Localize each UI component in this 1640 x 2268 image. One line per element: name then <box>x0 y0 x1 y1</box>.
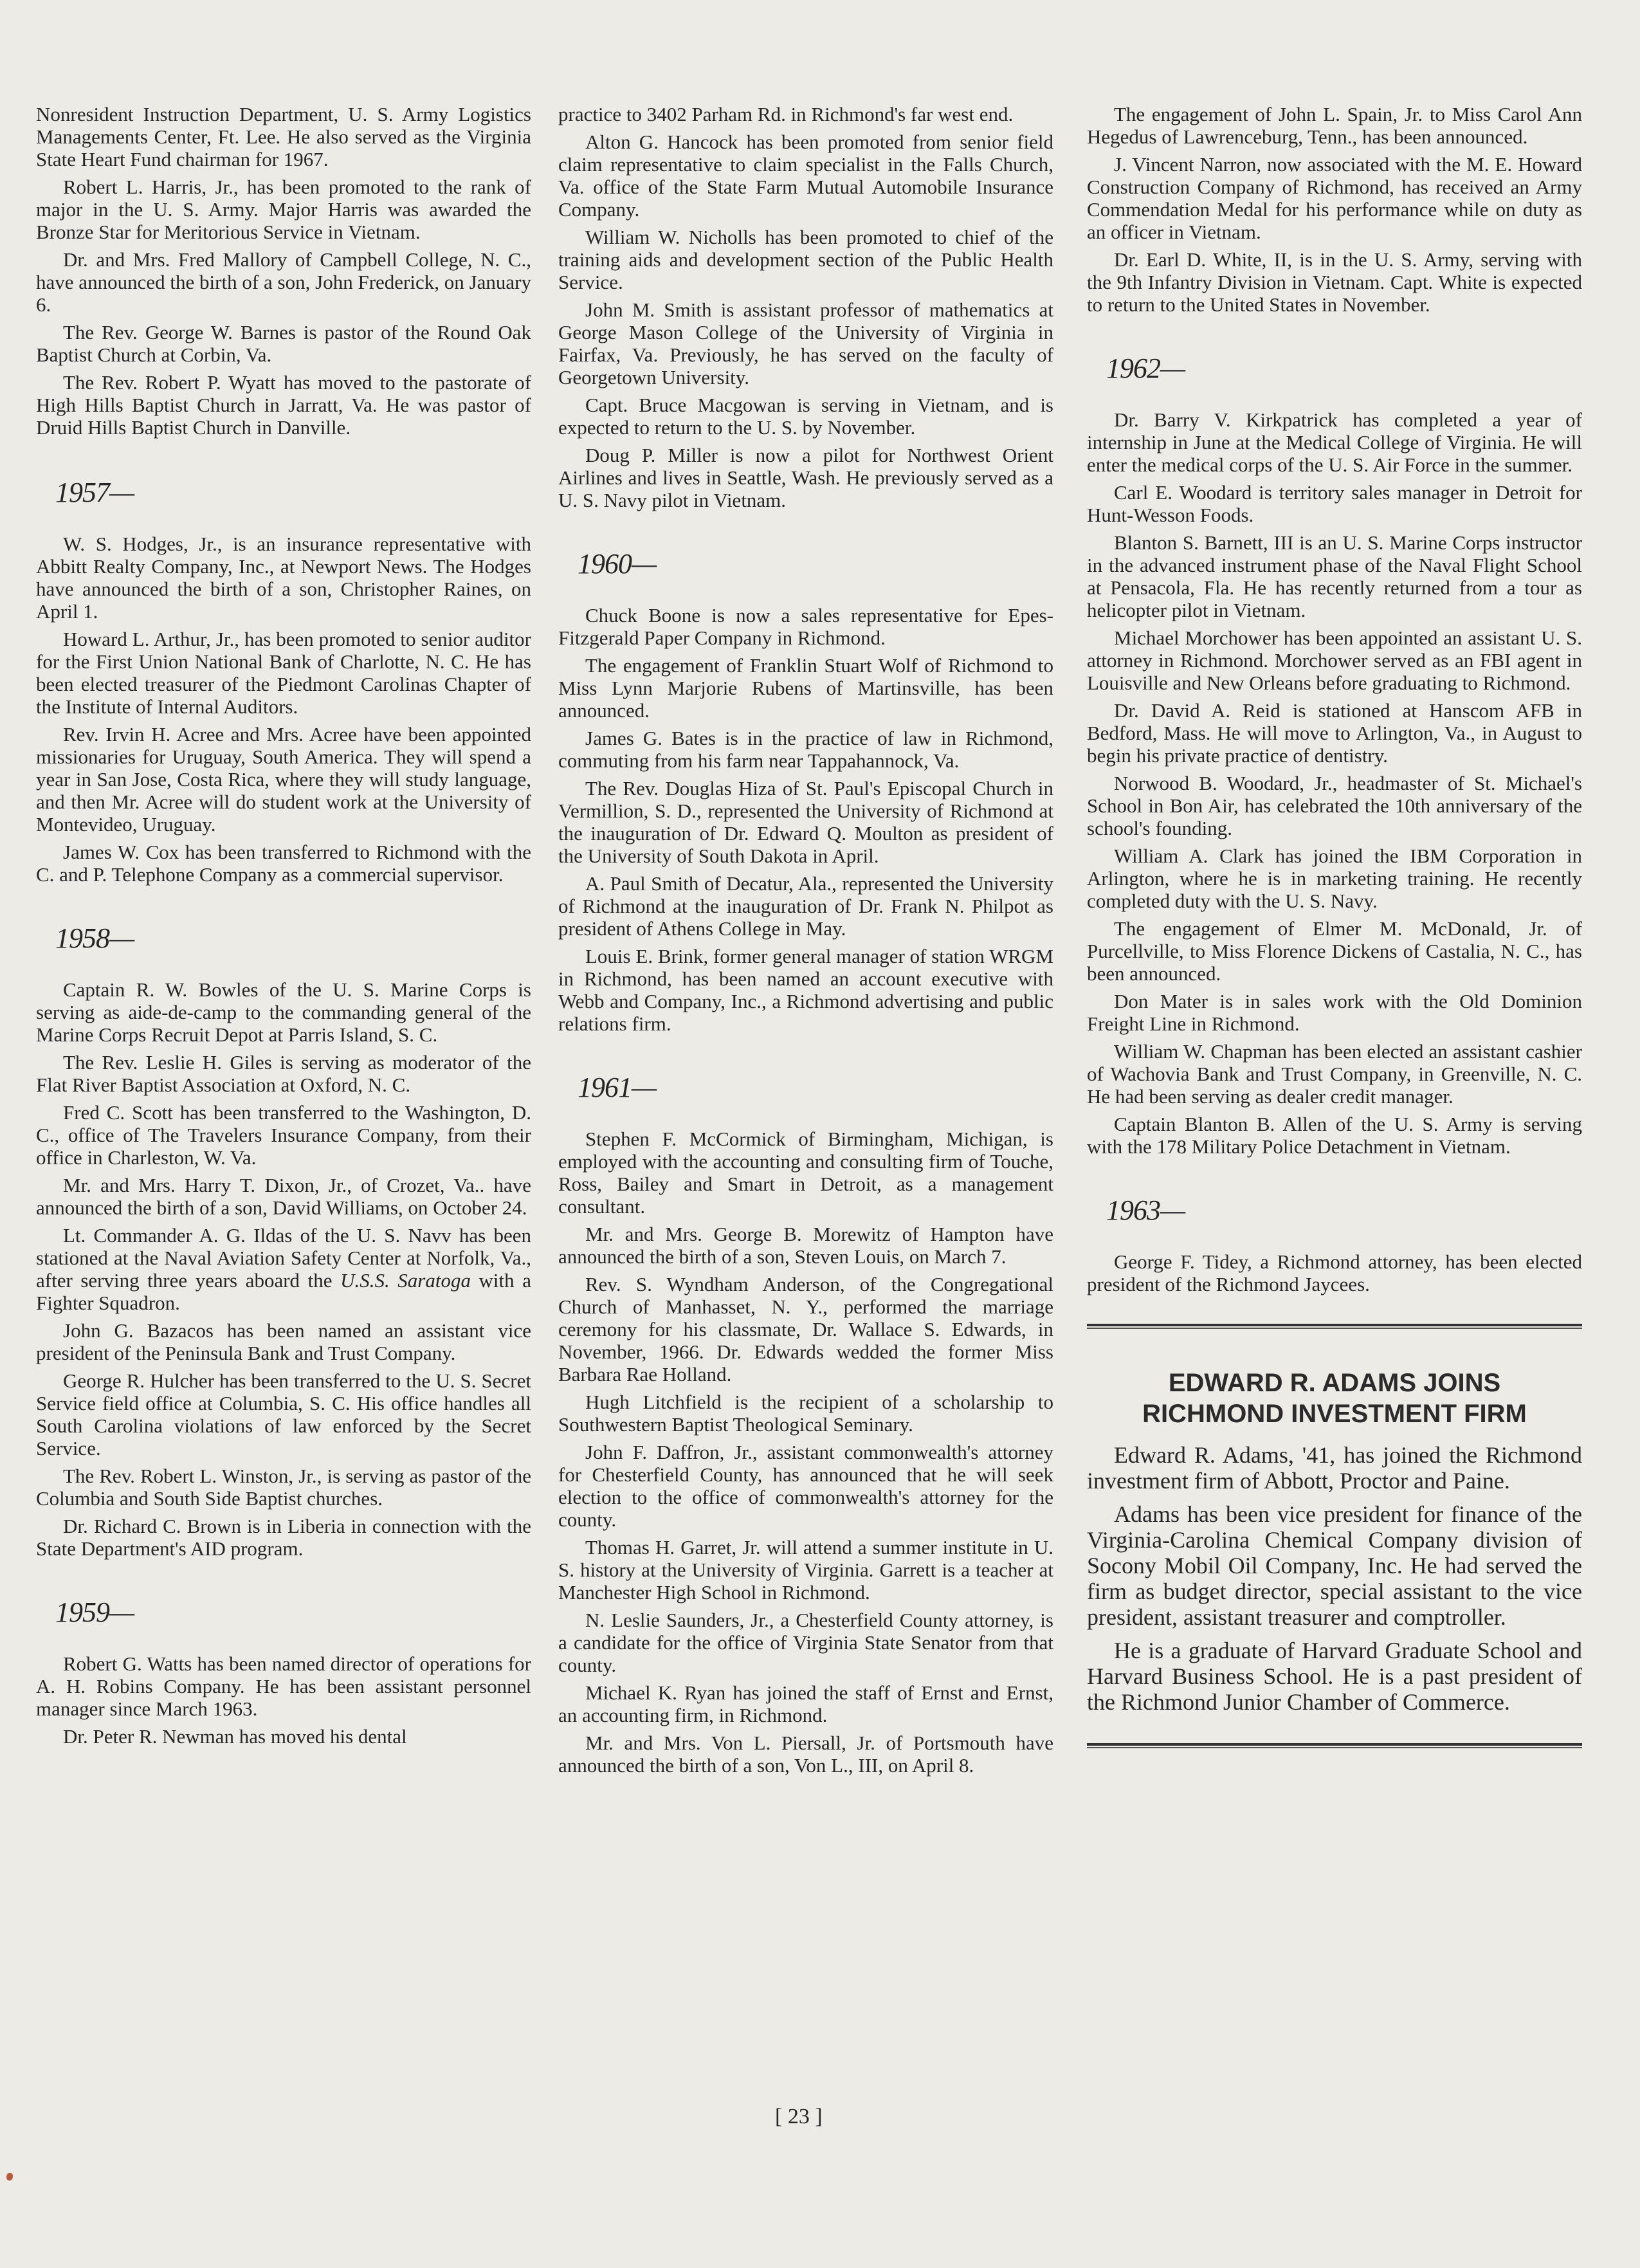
column-2 <box>558 103 1053 1782</box>
news-item: Rev. S. Wyndham Anderson, of the Congregational Church of Manhasset, N. Y., performed the marriage ceremony for his classmate, Dr. Wallace S. Edwards, in November, 1966. Dr. Edwards wedded the former Miss Barbara Rae Holland. <box>558 1273 1053 1385</box>
news-item: practice to 3402 Parham Rd. in Richmond's far west end. <box>558 103 1014 125</box>
news-item: James G. Bates is in the practice of law in Richmond, commuting from his farm near Tappahannock, Va. <box>558 727 1053 772</box>
news-item: Louis E. Brink, former general manager of station WRGM in Richmond, has been named an account executive with Webb and Company, Inc., a Richmond advertising and public relations firm. <box>558 945 1053 1035</box>
news-item: Chuck Boone is now a sales representative for Epes-Fitzgerald Paper Company in Richmond. <box>558 604 1053 649</box>
class-year-heading: 1960— <box>578 548 657 580</box>
ship-name: U.S.S. Saratoga <box>340 1269 471 1292</box>
news-item: The engagement of Elmer M. McDonald, Jr. of Purcellville, to Miss Florence Dickens of Castalia, N. C., has been announced. <box>1087 917 1582 985</box>
news-item: Hugh Litchfield is the recipient of a scholarship to Southwestern Baptist Theological Seminary. <box>558 1391 1053 1436</box>
article-body <box>1087 1442 1582 1715</box>
news-item: Dr. David A. Reid is stationed at Hanscom AFB in Bedford, Mass. He will move to Arlington, Va., in August to begin his private practice of dentistry. <box>1087 699 1582 767</box>
news-item: Rev. Irvin H. Acree and Mrs. Acree have been appointed missionaries for Uruguay, South America. They will spend a year in San Jose, Costa Rica, where they will study language, and then Mr. Acree will do student work at the University of Montevideo, Uruguay. <box>36 723 531 836</box>
news-item: Nonresident Instruction Department, U. S. Army Logistics Managements Center, Ft. Lee. He also served as the Virginia State Heart Fund chairman for 1967. <box>36 103 531 170</box>
news-item: James W. Cox has been transferred to Richmond with the C. and P. Telephone Company as a commercial supervisor. <box>36 841 531 886</box>
news-item: William W. Chapman has been elected an assistant cashier of Wachovia Bank and Trust Company, in Greenville, N. C. He had been serving as dealer credit manager. <box>1087 1040 1582 1108</box>
divider-rule <box>1087 1324 1582 1329</box>
column-1 <box>36 103 531 1753</box>
news-item: Fred C. Scott has been transferred to the Washington, D. C., office of The Travelers Insurance Company, from their office in Charleston, W. Va. <box>36 1101 531 1169</box>
news-item: Michael K. Ryan has joined the staff of Ernst and Ernst, an accounting firm, in Richmond. <box>558 1681 1053 1726</box>
news-item-text: Lt. Commander A. G. Ildas of the U. S. Navv has been stationed at the Naval Aviation Safety Center at Norfolk, Va., after serving three years aboard the <box>36 1224 531 1292</box>
news-item: Thomas H. Garret, Jr. will attend a summer institute in U. S. history at the University of Virginia. Garrett is a teacher at Manchester High School in Richmond. <box>558 1536 1053 1604</box>
news-item: Stephen F. McCormick of Birmingham, Michigan, is employed with the accounting and consulting firm of Touche, Ross, Bailey and Smart in Detroit, as a management consultant. <box>558 1128 1053 1218</box>
class-year-heading: 1963— <box>1106 1194 1185 1226</box>
class-year-heading: 1962— <box>1106 352 1185 384</box>
news-item: John F. Daffron, Jr., assistant commonwealth's attorney for Chesterfield County, has announced that he will seek election to the office of commonwealth's attorney for the county. <box>558 1441 1053 1531</box>
article-headline <box>1087 1367 1582 1429</box>
class-year-heading: 1957— <box>55 477 134 508</box>
news-item: The Rev. George W. Barnes is pastor of the Round Oak Baptist Church at Corbin, Va. <box>36 321 531 366</box>
news-item: Dr. Earl D. White, II, is in the U. S. Army, serving with the 9th Infantry Division in Vietnam. Capt. White is expected to return to the United States in November. <box>1087 248 1582 316</box>
news-item: Dr. Peter R. Newman has moved his dental <box>63 1725 407 1748</box>
news-item: Mr. and Mrs. Von L. Piersall, Jr. of Portsmouth have announced the birth of a son, Von L., III, on April 8. <box>558 1732 1053 1777</box>
news-item: The engagement of Franklin Stuart Wolf of Richmond to Miss Lynn Marjorie Rubens of Martinsville, has been announced. <box>558 654 1053 722</box>
news-item: Dr. and Mrs. Fred Mallory of Campbell College, N. C., have announced the birth of a son, John Frederick, on January 6. <box>36 248 531 316</box>
news-item: William W. Nicholls has been promoted to chief of the training aids and development section of the Public Health Service. <box>558 226 1053 293</box>
news-item: William A. Clark has joined the IBM Corporation in Arlington, where he is in marketing training. He recently completed duty with the U. S. Navy. <box>1087 845 1582 912</box>
article-paragraph: He is a graduate of Harvard Graduate School and Harvard Business School. He is a past president of the Richmond Junior Chamber of Commerce. <box>1087 1638 1582 1715</box>
news-item: Norwood B. Woodard, Jr., headmaster of St. Michael's School in Bon Air, has celebrated the 10th anniversary of the school's founding. <box>1087 772 1582 839</box>
news-item-text: with a Fighter Squadron. <box>36 1269 531 1314</box>
news-item: George R. Hulcher has been transferred to the U. S. Secret Service field office at Columbia, S. C. His office handles all South Carolina violations of law enforced by the Secret Service. <box>36 1369 531 1459</box>
news-item: The Rev. Robert L. Winston, Jr., is serving as pastor of the Columbia and South Side Baptist churches. <box>36 1465 531 1510</box>
news-item: The Rev. Leslie H. Giles is serving as moderator of the Flat River Baptist Association at Oxford, N. C. <box>36 1051 531 1096</box>
news-item: J. Vincent Narron, now associated with the M. E. Howard Construction Company of Richmond, has received an Army Commendation Medal for his performance while on duty as an officer in Vietnam. <box>1087 153 1582 243</box>
headline-line-2: RICHMOND INVESTMENT FIRM <box>1142 1400 1527 1428</box>
news-item: Doug P. Miller is now a pilot for Northwest Orient Airlines and lives in Seattle, Wash. He previously served as a U. S. Navy pilot in Vietnam. <box>558 444 1053 511</box>
news-item: Howard L. Arthur, Jr., has been promoted to senior auditor for the First Union National Bank of Charlotte, N. C. He has been elected treasurer of the Piedmont Carolinas Chapter of the Institute of Internal Auditors. <box>36 628 531 718</box>
news-item: The Rev. Robert P. Wyatt has moved to the pastorate of High Hills Baptist Church in Jarratt, Va. He was pastor of Druid Hills Baptist Church in Danville. <box>36 371 531 439</box>
column-3 <box>1087 103 1582 1748</box>
class-year-heading: 1959— <box>55 1596 134 1628</box>
news-item: Michael Morchower has been appointed an assistant U. S. attorney in Richmond. Morchower served as an FBI agent in Louisville and New Orleans before graduating to Richmond. <box>1087 626 1582 694</box>
news-item <box>36 1224 531 1314</box>
news-item: Capt. Bruce Macgowan is serving in Vietnam, and is expected to return to the U. S. by November. <box>558 394 1053 439</box>
class-year-heading: 1961— <box>578 1072 657 1103</box>
news-item: John M. Smith is assistant professor of mathematics at George Mason College of the University of Virginia in Fairfax, Va. Previously, he has served on the faculty of Georgetown University. <box>558 298 1053 389</box>
news-item: Dr. Barry V. Kirkpatrick has completed a year of internship in June at the Medical College of Virginia. He will enter the medical corps of the U. S. Air Force in the summer. <box>1087 408 1582 476</box>
headline-line-1: EDWARD R. ADAMS JOINS <box>1168 1369 1501 1397</box>
class-year-heading: 1958— <box>55 922 134 954</box>
news-item: Carl E. Woodard is territory sales manager in Detroit for Hunt-Wesson Foods. <box>1087 481 1582 526</box>
page-blemish <box>6 2173 13 2181</box>
news-item: Blanton S. Barnett, III is an U. S. Marine Corps instructor in the advanced instrument phase of the Naval Flight School at Pensacola, Fla. He has recently returned from a tour as helicopter pilot in Vietnam. <box>1087 531 1582 621</box>
news-item: Mr. and Mrs. George B. Morewitz of Hampton have announced the birth of a son, Steven Louis, on March 7. <box>558 1223 1053 1268</box>
news-item: W. S. Hodges, Jr., is an insurance representative with Abbitt Realty Company, Inc., at Newport News. The Hodges have announced the birth of a son, Christopher Raines, on April 1. <box>36 533 531 623</box>
news-item: A. Paul Smith of Decatur, Ala., represented the University of Richmond at the inauguration of Dr. Frank N. Philpot as president of Athens College in May. <box>558 872 1053 940</box>
news-item: The engagement of John L. Spain, Jr. to Miss Carol Ann Hegedus of Lawrenceburg, Tenn., has been announced. <box>1087 103 1582 148</box>
news-item: Captain Blanton B. Allen of the U. S. Army is serving with the 178 Military Police Detachment in Vietnam. <box>1087 1113 1582 1158</box>
news-item: Don Mater is in sales work with the Old Dominion Freight Line in Richmond. <box>1087 990 1582 1035</box>
divider-rule <box>1087 1743 1582 1748</box>
article-paragraph: Adams has been vice president for finance of the Virginia-Carolina Chemical Company division of Socony Mobil Oil Company, Inc. He had served the firm as budget director, special assistant to the vice president, assistant treasurer and comptroller. <box>1087 1501 1582 1630</box>
article-paragraph: Edward R. Adams, '41, has joined the Richmond investment firm of Abbott, Proctor and Paine. <box>1087 1442 1582 1494</box>
news-item: The Rev. Douglas Hiza of St. Paul's Episcopal Church in Vermillion, S. D., represented the University of Richmond at the inauguration of Dr. Edward Q. Moulton as president of the University of South Dakota in April. <box>558 777 1053 867</box>
news-item: Captain R. W. Bowles of the U. S. Marine Corps is serving as aide-de-camp to the commanding general of the Marine Corps Recruit Depot at Parris Island, S. C. <box>36 978 531 1046</box>
news-item: Dr. Richard C. Brown is in Liberia in connection with the State Department's AID program. <box>36 1515 531 1560</box>
news-item: Robert L. Harris, Jr., has been promoted to the rank of major in the U. S. Army. Major Harris was awarded the Bronze Star for Meritorious Service in Vietnam. <box>36 176 531 243</box>
news-item: John G. Bazacos has been named an assistant vice president of the Peninsula Bank and Trust Company. <box>36 1319 531 1364</box>
news-item: N. Leslie Saunders, Jr., a Chesterfield County attorney, is a candidate for the office of Virginia State Senator from that county. <box>558 1609 1053 1676</box>
news-item: Alton G. Hancock has been promoted from senior field claim representative to claim specialist in the Falls Church, Va. office of the State Farm Mutual Automobile Insurance Company. <box>558 131 1053 221</box>
news-item: George F. Tidey, a Richmond attorney, has been elected president of the Richmond Jaycees. <box>1087 1250 1582 1295</box>
news-item: Mr. and Mrs. Harry T. Dixon, Jr., of Crozet, Va.. have announced the birth of a son, David Williams, on October 24. <box>36 1174 531 1219</box>
news-item: Robert G. Watts has been named director of operations for A. H. Robins Company. He has been assistant personnel manager since March 1963. <box>36 1652 531 1720</box>
page-number: [ 23 ] <box>775 2105 823 2128</box>
